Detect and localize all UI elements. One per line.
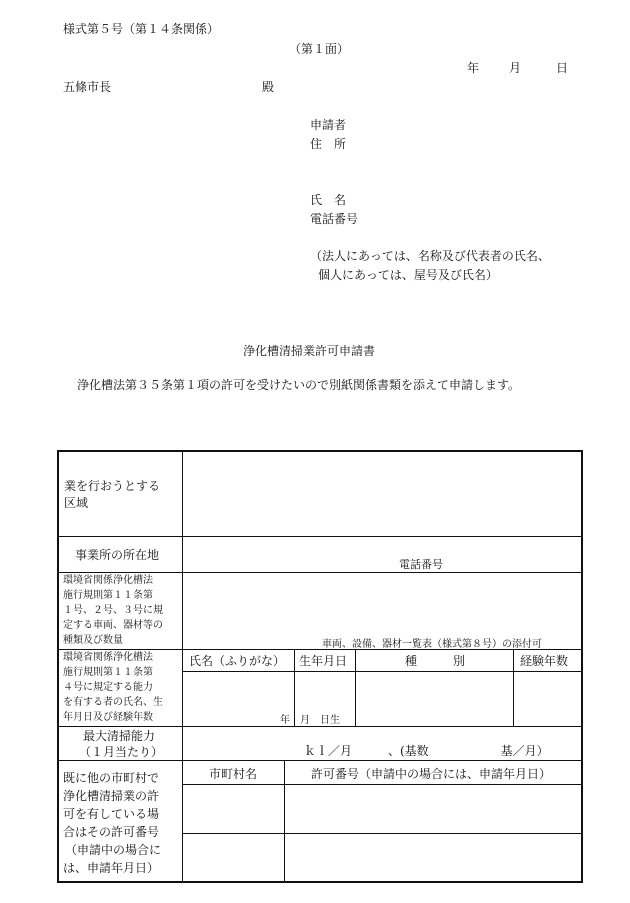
row-divider (182, 671, 581, 672)
vehicles-label-line2: 施行規則第１１条第 (63, 590, 153, 601)
staff-label-line4: を有する者の氏名、生 (63, 697, 163, 708)
honorific: 殿 (262, 80, 275, 94)
applicant-label: 申請者 (310, 118, 347, 132)
addressee: 五條市長 (63, 80, 112, 94)
row-divider (182, 833, 581, 834)
col-header-permit-number: 許可番号（申請中の場合には、申請年月日） (311, 767, 552, 781)
label-column-divider (182, 452, 183, 881)
staff-label-line1: 環境省関係浄化槽法 (63, 652, 153, 663)
area-label-line1: 業を行おうとする (64, 479, 161, 493)
col-header-name: 氏名（ふりがな） (189, 654, 286, 668)
col-header-years: 経験年数 (520, 654, 569, 668)
area-label-line2: 区域 (64, 496, 89, 510)
row-divider (59, 572, 581, 573)
staff-label-line3: ４号に規定する能力 (63, 682, 153, 693)
column-divider (513, 649, 514, 726)
permit-label-line4: 合はその許可番号 (63, 825, 160, 839)
row-divider (182, 784, 581, 785)
office-phone-label: 電話番号 (399, 558, 443, 571)
applicant-note-line2: 個人にあっては、屋号及び氏名） (318, 268, 498, 282)
permit-label-line2: 浄化槽清掃業の許 (63, 789, 160, 803)
date-month-label: 月 (509, 61, 522, 75)
capacity-label-line1: 最大清掃能力 (83, 729, 156, 743)
vehicles-label-line5: 種類及び数量 (63, 635, 123, 646)
page-label: （第１面） (289, 42, 350, 56)
row-divider (59, 760, 581, 761)
permit-label-line5: （申請中の場合に (65, 843, 162, 857)
intro-text: 浄化槽法第３５条第１項の許可を受けたいので別紙関係書類を添えて申請します。 (77, 378, 521, 392)
name-label: 氏 名 (310, 193, 347, 207)
staff-label-line2: 施行規則第１１条第 (63, 667, 153, 678)
birthdate-suffix: 年 月 日生 (280, 715, 340, 726)
capacity-label-line2: （１月当たり） (79, 745, 164, 759)
column-divider (284, 760, 285, 881)
vehicles-attachment-note: 車両、設備、器材一覧表（様式第８号）の添付可 (322, 639, 542, 650)
office-location-label: 事業所の所在地 (75, 548, 160, 562)
capacity-value: ｋｌ／月 、(基数 基／月） (304, 744, 549, 758)
staff-label-line5: 年月日及び経験年数 (63, 712, 153, 723)
vehicles-label-line1: 環境省関係浄化槽法 (63, 575, 153, 586)
vehicles-label-line3: １号、２号、３号に規 (63, 605, 163, 616)
permit-label-line3: 可を有している場 (63, 807, 160, 821)
col-header-birthdate: 生年月日 (299, 654, 348, 668)
form-number: 様式第５号（第１４条関係） (63, 22, 220, 36)
application-form-table (57, 450, 583, 883)
col-header-city: 市町村名 (209, 767, 258, 781)
permit-label-line6: は、申請年月日） (63, 861, 160, 875)
date-year-label: 年 (467, 61, 480, 75)
date-day-label: 日 (556, 61, 569, 75)
phone-label: 電話番号 (310, 212, 359, 226)
vehicles-label-line4: 定する車両、器材等の (63, 620, 163, 631)
col-header-type: 種 別 (405, 654, 466, 668)
document-title: 浄化槽清掃業許可申請書 (243, 344, 376, 358)
permit-label-line1: 既に他の市町村で (63, 771, 160, 785)
row-divider (59, 726, 581, 727)
address-label: 住 所 (310, 137, 347, 151)
applicant-note-line1: （法人にあっては、名称及び代表者の氏名、 (310, 249, 550, 263)
column-divider (355, 649, 356, 726)
row-divider (59, 536, 581, 537)
